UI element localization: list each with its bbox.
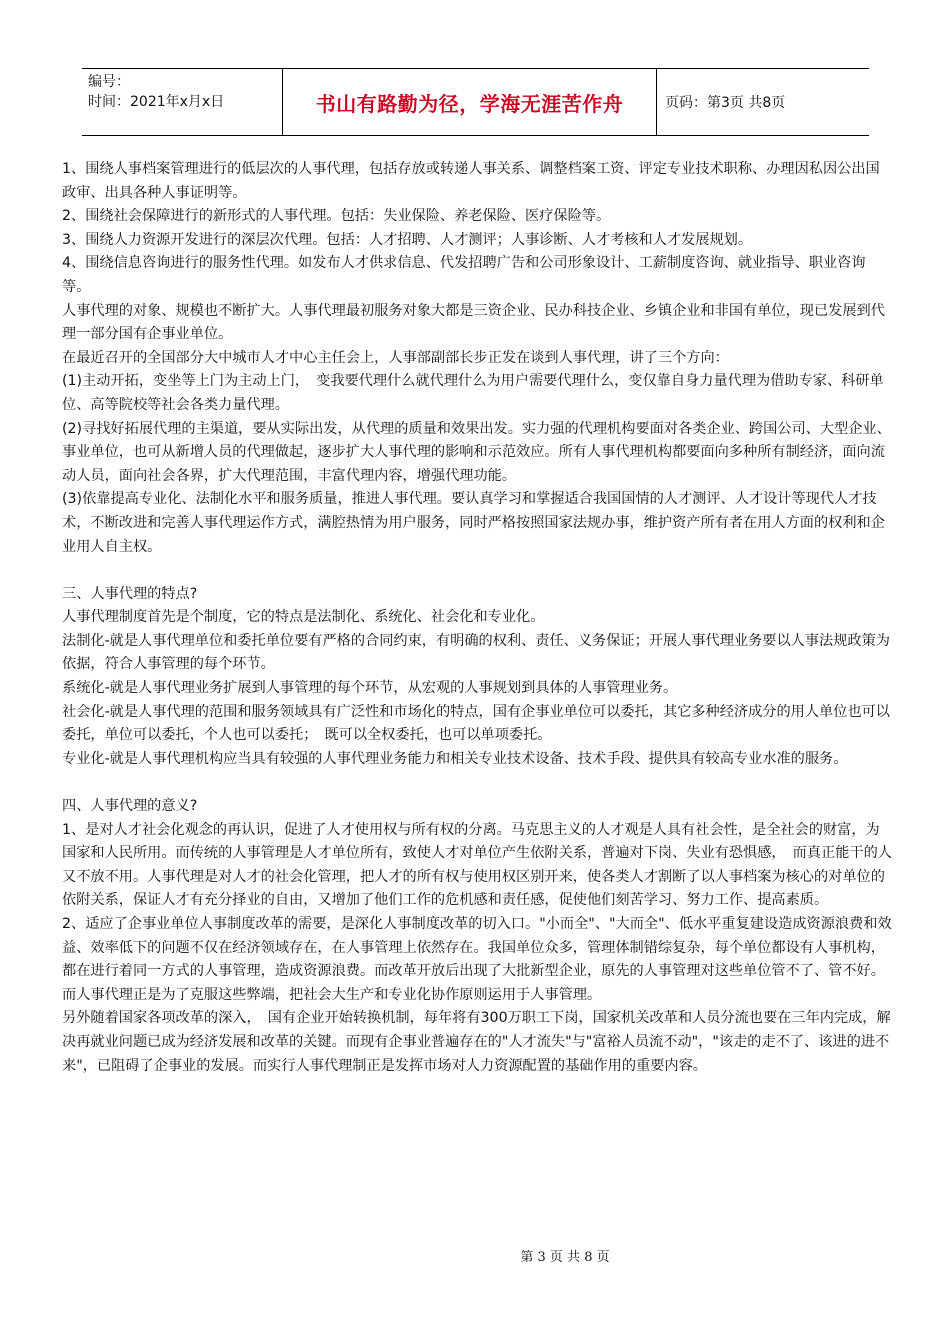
body-paragraph: (1)主动开拓，变坐等上门为主动上门， 变我要代理什么就代理什么为用户需要代理什么，变仅靠自身力量代理为借助专家、科研单位、高等院校等社会各类力量代理。 — [62, 373, 884, 413]
body-paragraph: 1、围绕人事档案管理进行的低层次的人事代理，包括存放或转递人事关系、调整档案工资、评定专业技术职称、办理因私因公出国政审、出具各种人事证明等。 — [62, 161, 880, 201]
body-paragraph: 2、适应了企事业单位人事制度改革的需要，是深化人事制度改革的切入口。"小而全"、"大而全"、低水平重复建设造成资源浪费和效益、效率低下的问题不仅在经济领域存在，在人事管理上依然存在。我国单位众多，管理体制错综复杂，每个单位都设有人事机构，都在进行着同一方式的人事管理，造成资源浪费。而改革开放后出现了大批新型企业，原先的人事管理对这些单位管不了、管不好。而人事代理正是为了克服这些弊端，把社会大生产和专业化协作原则运用于人事管理。 — [62, 916, 892, 1003]
body-paragraph: 3、围绕人力资源开发进行的深层次代理。包括：人才招聘、人才测评；人事诊断、人才考核和人才发展规划。 — [62, 231, 753, 248]
document-header — [82, 68, 869, 136]
body-paragraph: 4、围绕信息咨询进行的服务性代理。如发布人才供求信息、代发招聘广告和公司形象设计、工薪制度咨询、就业指导、职业咨询等。 — [62, 255, 866, 295]
body-paragraph: 另外随着国家各项改革的深入， 国有企业开始转换机制，每年将有300万职工下岗，国家机关改革和人员分流也要在三年内完成，解决再就业问题已成为经济发展和改革的关键。而现有企事业普遍存在的"人才流失"与"富裕人员流不动"，"该走的走不了、该进的进不来"，已阻碍了企事业的发展。而实行人事代理制正是发挥市场对人力资源配置的基础作用的重要内容。 — [62, 1010, 891, 1074]
blank-line — [62, 771, 892, 795]
document-body — [62, 158, 892, 1078]
body-paragraph: 三、人事代理的特点? — [62, 585, 198, 602]
body-paragraph: 社会化-就是人事代理的范围和服务领域具有广泛性和市场化的特点，国有企事业单位可以委托，其它多种经济成分的用人单位也可以委托，单位可以委托，个人也可以委托； 既可以全权委托，也可以单项委托。 — [62, 703, 890, 744]
body-paragraph: 人事代理制度首先是个制度，它的特点是法制化、系统化、社会化和专业化。 — [62, 609, 545, 626]
body-paragraph: 系统化-就是人事代理业务扩展到人事管理的每个环节，从宏观的人事规划到具体的人事管理业务。 — [62, 680, 678, 697]
body-paragraph: 四、人事代理的意义? — [62, 798, 198, 815]
body-paragraph: 在最近召开的全国部分大中城市人才中心主任会上，人事部副部长步正发在谈到人事代理，讲了三个方向： — [62, 349, 729, 366]
body-paragraph: (3)依靠提高专业化、法制化水平和服务质量，推进人事代理。要认真学习和掌握适合我国国情的人才测评、人才设计等现代人才技术，不断改进和完善人事代理运作方式，满腔热情为用户服务，同时严格按照国家法规办事，维护资产所有者在用人方面的权利和企业用人自主权。 — [62, 491, 885, 555]
body-paragraph: 2、围绕社会保障进行的新形式的人事代理。包括：失业保险、养老保险、医疗保险等。 — [62, 208, 611, 225]
body-paragraph: (2)寻找好拓展代理的主渠道，要从实际出发，从代理的质量和效果出发。实力强的代理机构要面对各类企业、跨国公司、大型企业、事业单位，也可从新增人员的代理做起，逐步扩大人事代理的影响和示范效应。所有人事代理机构都要面向多种所有制经济，面向流动人员，面向社会各界，扩大代理范围，丰富代理内容，增强代理功能。 — [62, 420, 891, 484]
footer-page-number: 第 3 页 共 8 页 — [520, 1250, 610, 1265]
page-footer — [0, 1246, 950, 1265]
body-paragraph: 1、是对人才社会化观念的再认识，促进了人才使用权与所有权的分离。马克思主义的人才观是人具有社会性，是全社会的财富，为国家和人民所用。而传统的人事管理是人才单位所有，致使人才对单位产生依附关系，普遍对下岗、失业有恐惧感， 而真正能干的人又不放不用。人事代理是对人才的社会化管理，把人才的所有权与使用权区别开来，使各类人才割断了以人事档案为核心的对单位的依附关系，保证人才有充分择业的自由，又增加了他们工作的危机感和责任感，促使他们刻苦学习、努力工作、提高素质。 — [62, 821, 892, 909]
document-time-label: 时间：2021年x月x日 — [88, 94, 225, 110]
blank-line — [62, 559, 892, 583]
header-meta — [82, 69, 283, 135]
body-paragraph: 法制化-就是人事代理单位和委托单位要有严格的合同约束，有明确的权利、责任、义务保证；开展人事代理业务要以人事法规政策为依据，符合人事管理的每个环节。 — [62, 632, 890, 673]
document-number-label: 编号： — [88, 74, 130, 90]
header-page-code: 页码：第3页 共8页 — [665, 95, 786, 111]
body-paragraph: 专业化-就是人事代理机构应当具有较强的人事代理业务能力和相关专业技术设备、技术手段、提供具有较高专业水准的服务。 — [62, 750, 848, 767]
body-paragraph: 人事代理的对象、规模也不断扩大。人事代理最初服务对象大都是三资企业、民办科技企业、乡镇企业和非国有单位，现已发展到代理一部分国有企事业单位。 — [62, 302, 885, 343]
header-slogan: 书山有路勤为径，学海无涯苦作舟 — [283, 69, 657, 135]
